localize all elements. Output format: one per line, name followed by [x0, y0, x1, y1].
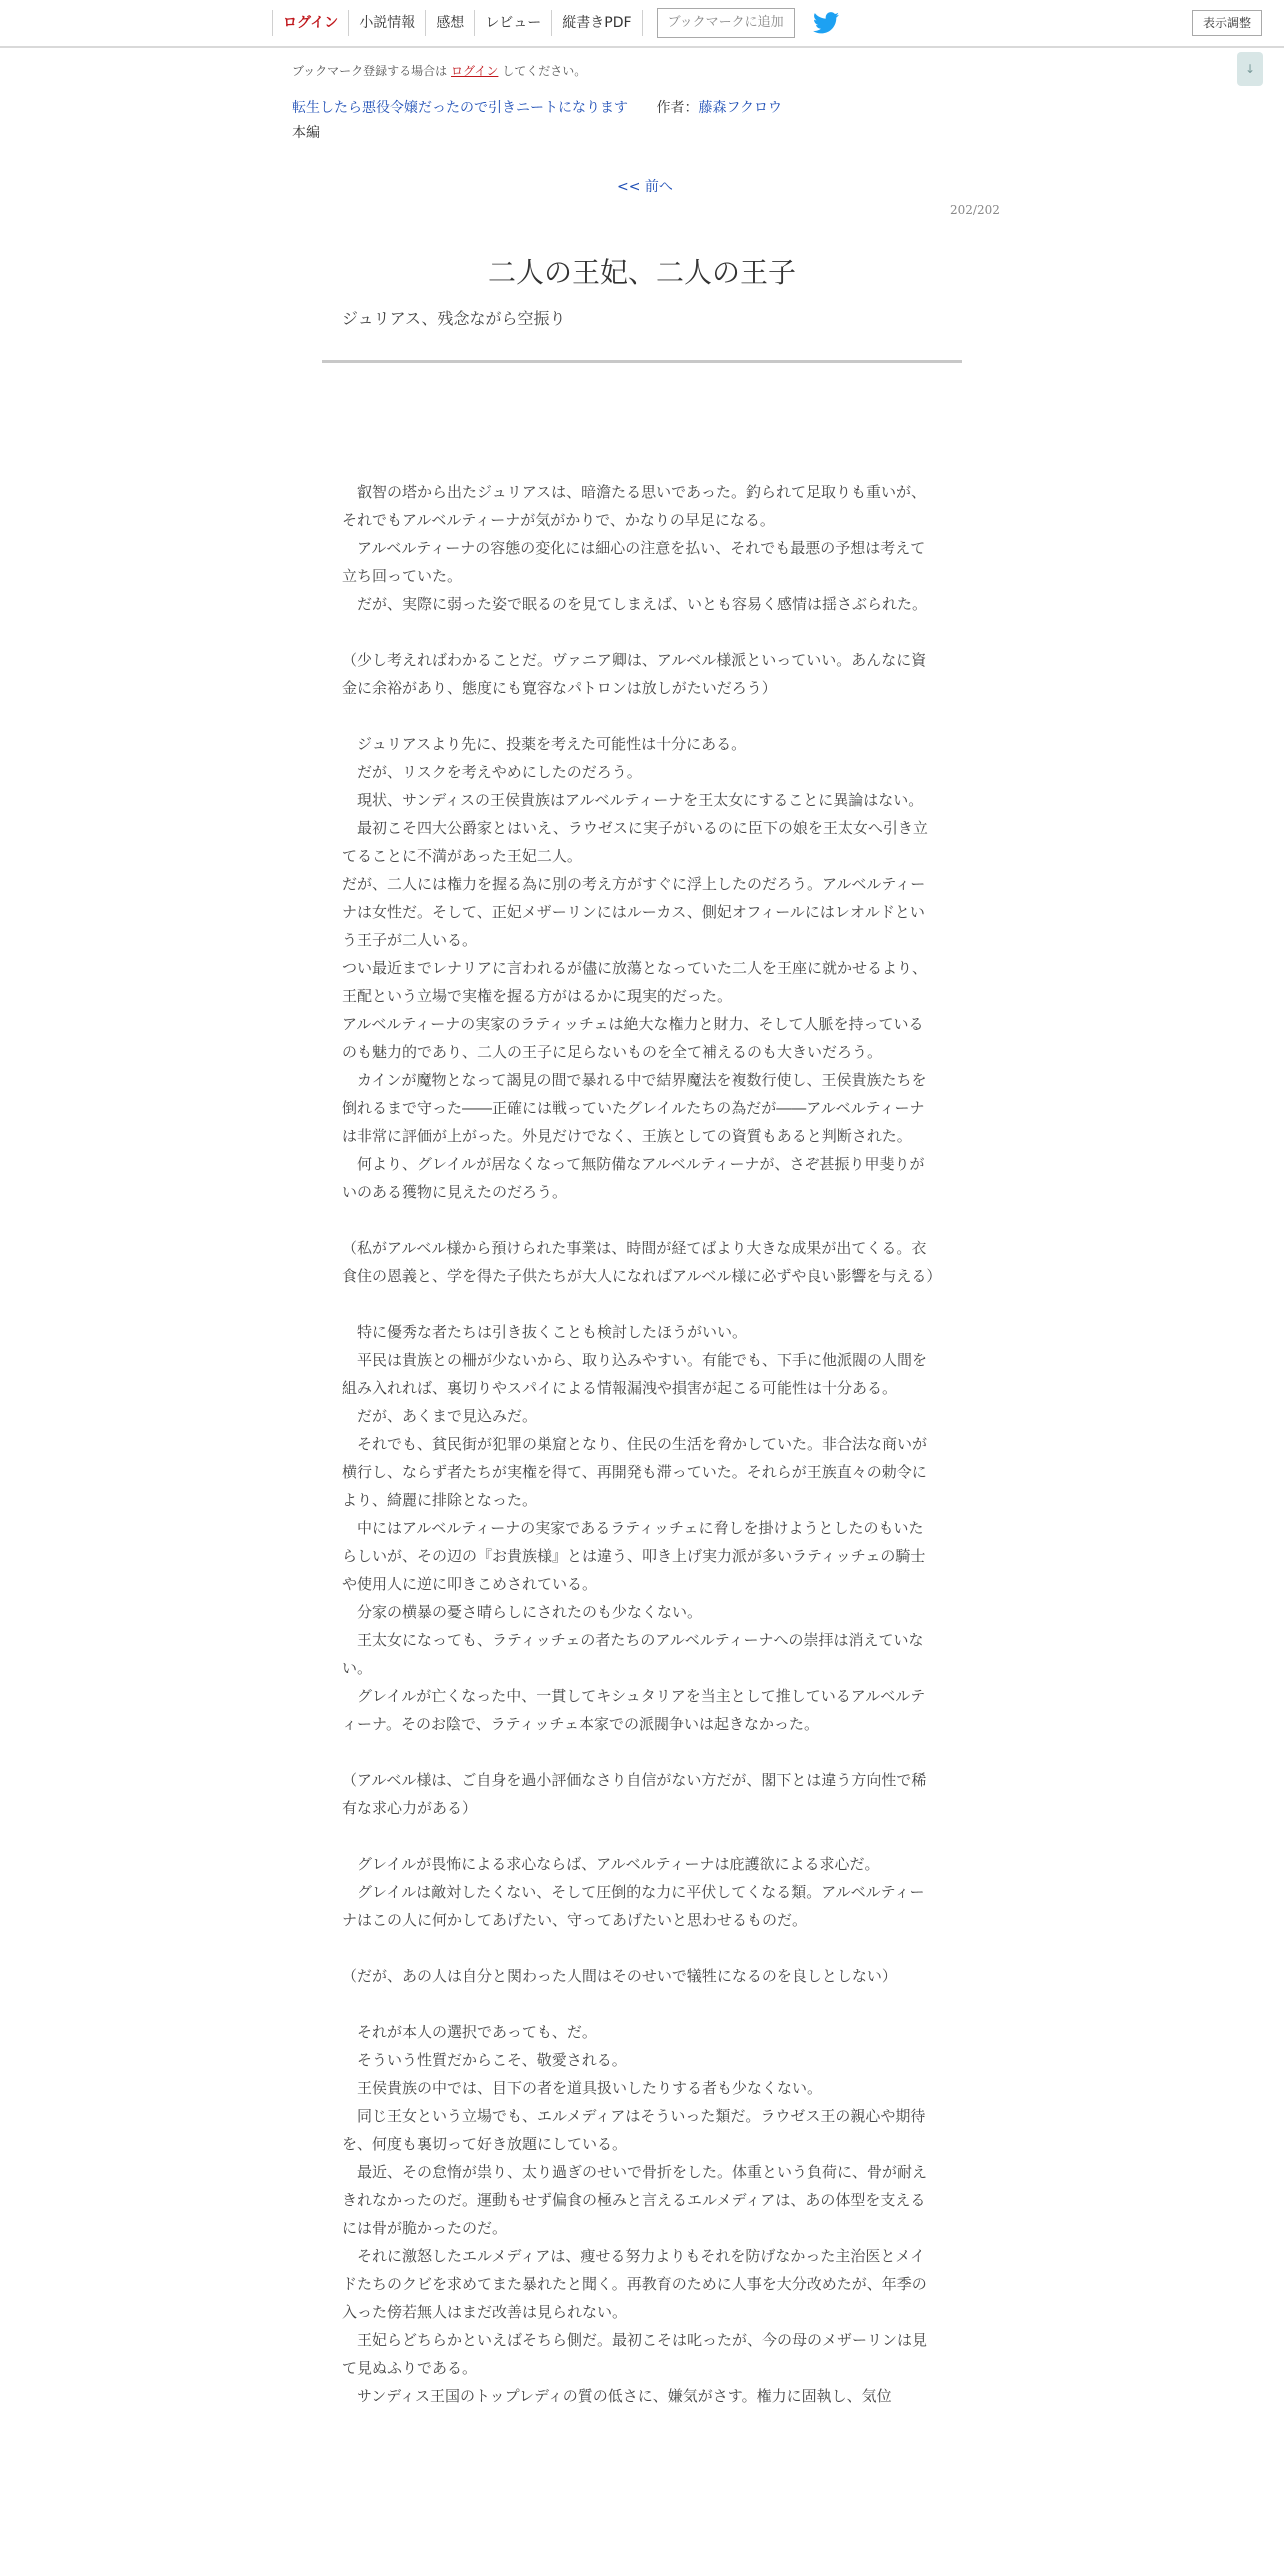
body-paragraph: アルベルティーナの容態の変化には細心の注意を払い、それでも最悪の予想は考えて立ち回っていた。 [342, 539, 926, 585]
page-number: 202/202 [950, 203, 1000, 217]
novel-title-line [292, 97, 782, 117]
chapter-title: 二人の王妃、二人の王子 [487, 255, 796, 289]
body-paragraph: 同じ王女という立場でも、エルメディアはそういった類だ。ラウゼス王の親心や期待を、何度も裏切って好き放題にしている。 [342, 2107, 926, 2153]
divider [322, 360, 962, 363]
body-paragraph: グレイルは敵対したくない、そして圧倒的な力に平伏してくなる類。アルベルティーナはこの人に何かしてあげたい、守ってあげたいと思わせるものだ。 [342, 1883, 925, 1929]
body-paragraph: それに激怒したエルメディアは、痩せる努力よりもそれを防げなかった主治医とメイドたちのクビを求めてまた暴れたと聞く。再教育のために人事を大分改めたが、年季の入った傍若無人はまだ改善は見られない。 [342, 2247, 927, 2321]
body-paragraph: （アルベル様は、ご自身を過小評価なさり自信がない方だが、閣下とは違う方向性で稀有な求心力がある） [342, 1771, 927, 1817]
top-navigation-bar [0, 0, 1284, 48]
twitter-bird-icon[interactable] [813, 12, 839, 34]
body-paragraph [342, 1206, 936, 1234]
chapter-subtitle: ジュリアス、残念ながら空振り [342, 309, 566, 328]
author-link[interactable]: 藤森フクロウ [698, 100, 783, 116]
novel-title-link[interactable]: 転生したら悪役令嬢だったので引きニートになります [292, 100, 628, 116]
body-paragraph: グレイルが亡くなった中、一貫してキシュタリアを当主として推しているアルベルティーナ。そのお陰で、ラティッチェ本家での派閥争いは起きなかった。 [342, 1687, 926, 1733]
body-paragraph: だが、二人には権力を握る為に別の考え方がすぐに浮上したのだろう。アルベルティーナは女性だ。そして、正妃メザーリンにはルーカス、側妃オフィールにはレオルドという王子が二人いる。 [342, 875, 926, 949]
novel-info-link[interactable]: 小説情報 [348, 10, 425, 36]
body-paragraph: 最近、その怠惰が祟り、太り過ぎのせいで骨折をした。体重という負荷に、骨が耐えきれなかったのだ。運動もせず偏食の極みと言えるエルメディアは、あの体型を支えるには骨が脆かったのだ。 [342, 2163, 928, 2237]
author-label: 作者： [656, 100, 699, 116]
body-paragraph: サンディス王国のトップレディの質の低さに、嫌気がさす。権力に固執し、気位 [342, 2387, 892, 2405]
notice-login-link[interactable]: ログイン [451, 64, 499, 78]
body-paragraph: （少し考えればわかることだ。ヴァニア卿は、アルベル様派といっていい。あんなに資金に余裕があり、態度にも寛容なパトロンは放しがたいだろう） [342, 651, 927, 697]
body-paragraph: それでも、貧民街が犯罪の巣窟となり、住民の生活を脅かしていた。非合法な商いが横行し、ならず者たちが実権を得て、再開発も滞っていた。それらが王族直々の勅令により、綺麗に排除となった。 [342, 1435, 928, 1509]
body-paragraph: 王妃らどちらかといえばそちら側だ。最初こそは叱ったが、今の母のメザーリンは見て見ぬふりである。 [342, 2331, 928, 2377]
body-paragraph [342, 618, 936, 646]
body-paragraph: （私がアルベル様から預けられた事業は、時間が経てばより大きな成果が出てくる。衣食住の恩義と、学を得た子供たちが大人になればアルベル様に必ずや良い影響を与える） [342, 1239, 942, 1285]
prev-chapter-link[interactable]: << 前へ [617, 179, 673, 195]
body-paragraph: それが本人の選択であっても、だ。 [342, 2023, 597, 2041]
body-paragraph: 現状、サンディスの王侯貴族はアルベルティーナを王太女にすることに異論はない。 [342, 791, 924, 809]
body-paragraph [342, 1822, 936, 1850]
body-paragraph [342, 1738, 936, 1766]
body-paragraph: 最初こそ四大公爵家とはいえ、ラウゼスに実子がいるのに臣下の娘を王太女へ引き立てることに不満があった王妃二人。 [342, 819, 928, 865]
body-paragraph: つい最近までレナリアに言われるが儘に放蕩となっていた二人を王座に就かせるより、王配という立場で実権を握る方がはるかに現実的だった。 [342, 959, 928, 1005]
body-paragraph: 平民は貴族との柵が少ないから、取り込みやすい。有能でも、下手に他派閥の人間を組み入れれば、裏切りやスパイによる情報漏洩や損害が起こる可能性は十分ある。 [342, 1351, 928, 1397]
body-paragraph [342, 1934, 936, 1962]
section-label: 本編 [292, 125, 320, 141]
body-paragraph [342, 1990, 936, 2018]
body-paragraph: 何より、グレイルが居なくなって無防備なアルベルティーナが、さぞ甚振り甲斐りがいのある獲物に見えたのだろう。 [342, 1155, 925, 1201]
body-paragraph: 王侯貴族の中では、目下の者を道具扱いしたりする者も少なくない。 [342, 2079, 823, 2097]
login-link[interactable]: ログイン [272, 10, 348, 36]
body-paragraph: だが、リスクを考えやめにしたのだろう。 [342, 763, 642, 781]
vertical-pdf-link[interactable]: 縦書きPDF [551, 10, 642, 36]
display-settings-button[interactable]: 表示調整 [1192, 10, 1262, 36]
body-paragraph [342, 702, 936, 730]
impressions-link[interactable]: 感想 [425, 10, 474, 36]
body-paragraph: 分家の横暴の憂さ晴らしにされたのも少なくない。 [342, 1603, 703, 1621]
review-link[interactable]: レビュー [474, 10, 551, 36]
body-paragraph: だが、実際に弱った姿で眠るのを見てしまえば、いとも容易く感情は揺さぶられた。 [342, 595, 928, 613]
bookmark-notice [292, 62, 586, 79]
body-paragraph: 中にはアルベルティーナの実家であるラティッチェに脅しを掛けようとしたのもいたらしいが、その辺の『お貴族様』とは違う、叩き上げ実力派が多いラティッチェの騎士や使用人に逆に叩きこめされている。 [342, 1519, 926, 1593]
body-paragraph: アルベルティーナの実家のラティッチェは絶大な権力と財力、そして人脈を持っているのも魅力的であり、二人の王子に足らないものを全て補えるのも大きいだろう。 [342, 1015, 924, 1061]
scroll-down-tab[interactable]: ↓ [1237, 52, 1263, 86]
body-paragraph: ジュリアスより先に、投薬を考えた可能性は十分にある。 [342, 735, 747, 753]
body-paragraph: カインが魔物となって謁見の間で暴れる中で結界魔法を複数行使し、王侯貴族たちを倒れるまで守った――正確には戦っていたグレイルたちの為だが――アルベルティーナは非常に評価が上がった。外見だけでなく、王族としての資質もあると判断された。 [342, 1071, 927, 1145]
notice-text-before: ブックマーク登録する場合は [292, 64, 448, 78]
main-nav [272, 0, 839, 46]
body-paragraph: だが、あくまで見込みだ。 [342, 1407, 538, 1425]
body-paragraph: 叡智の塔から出たジュリアスは、暗澹たる思いであった。釣られて足取りも重いが、それでもアルベルティーナが気がかりで、かなりの早足になる。 [342, 483, 926, 529]
body-paragraph: 特に優秀な者たちは引き抜くことも検討したほうがいい。 [342, 1323, 748, 1341]
body-paragraph: （だが、あの人は自分と関わった人間はそのせいで犠牲になるのを良しとしない） [342, 1967, 897, 1985]
add-bookmark-button[interactable]: ブックマークに追加 [657, 8, 795, 38]
body-paragraph: グレイルが畏怖による求心ならば、アルベルティーナは庇護欲による求心だ。 [342, 1855, 880, 1873]
notice-text-after: してください。 [502, 64, 587, 78]
novel-body-text [342, 478, 942, 2410]
body-paragraph: そういう性質だからこそ、敬愛される。 [342, 2051, 627, 2069]
body-paragraph: 王太女になっても、ラティッチェの者たちのアルベルティーナへの崇拝は消えていない。 [342, 1631, 924, 1677]
body-paragraph [342, 1290, 936, 1318]
